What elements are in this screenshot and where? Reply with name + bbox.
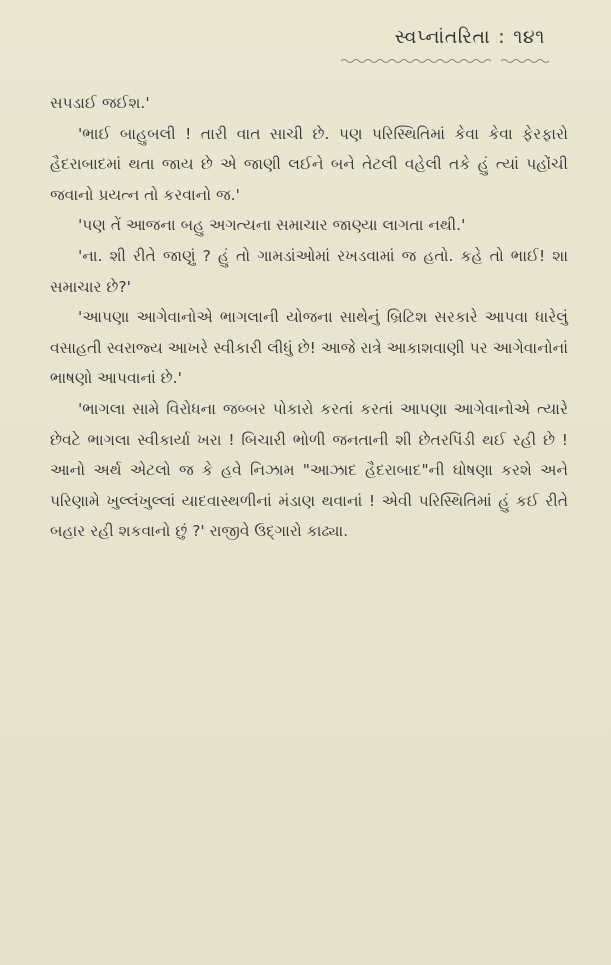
header-separator: : (498, 26, 506, 48)
paragraph: 'ભાઈ બાહુબલી ! તારી વાત સાચી છે. પણ પરિસ્થિતિમાં કેવા કેવા ફેરફારો હૈદરાબાદમાં થતા જાય છે એ જાણી લઈને બને તેટલી વહેલી તકે હું ત્યાં પહોંચી જવાનો પ્રયત્ન તો કરવાનો જ.' (50, 124, 568, 204)
paragraph: 'આપણા આગેવાનોએ ભાગલાની યોજના સાથેનું બ્રિટિશ સરકારે આપવા ધારેલું વસાહતી સ્વરાજ્ય આખરે સ્વીકારી લીધું છે! આજે રાત્રે આકાશવાણી પર આગેવાનોનાં ભાષણો આપવાનાં છે.' (50, 308, 568, 388)
paragraph: 'ના. શી રીતે જાણું ? હું તો ગામડાંઓમાં રખડવામાં જ હતો. કહે તો ભાઈ! શા સમાચાર છે?' (50, 246, 568, 296)
paragraph: 'ભાગલા સામે વિરોધના જબ્બર પોકારો કરતાં કરતાં આપણા આગેવાનોએ ત્યારે છેવટે ભાગલા સ્વીકાર્યા ખરા ! બિચારી ભોળી જનતાની શી છેતરપિંડી થઈ રહી છે ! આનો અર્થ એટલો જ કે હવે નિઝામ "આઝાદ હૈદરાબાદ"ની ઘોષણા કરશે અને પરિણામે ખુલ્લંખુલ્લાં યાદવાસ્થળીનાં મંડાણ થવાનાં ! એવી પરિસ્થિતિમાં હું કઈ રીતે બહાર રહી શકવાનો છું ?' રાજીવે ઉદ્ગારો કાઢ્યા. (50, 399, 568, 541)
header-wavy-rule (341, 58, 551, 64)
running-header (395, 26, 545, 48)
book-title: સ્વપ્નાંતરિતા (394, 26, 491, 48)
body-text (50, 88, 568, 547)
page-number: ૧૪૧ (513, 26, 545, 48)
paragraph-continuation: સપડાઈ જઈશ.' (50, 94, 150, 112)
paragraph: 'પણ તેં આજના બહુ અગત્યના સમાચાર જાણ્યા લાગતા નથી.' (78, 216, 466, 235)
